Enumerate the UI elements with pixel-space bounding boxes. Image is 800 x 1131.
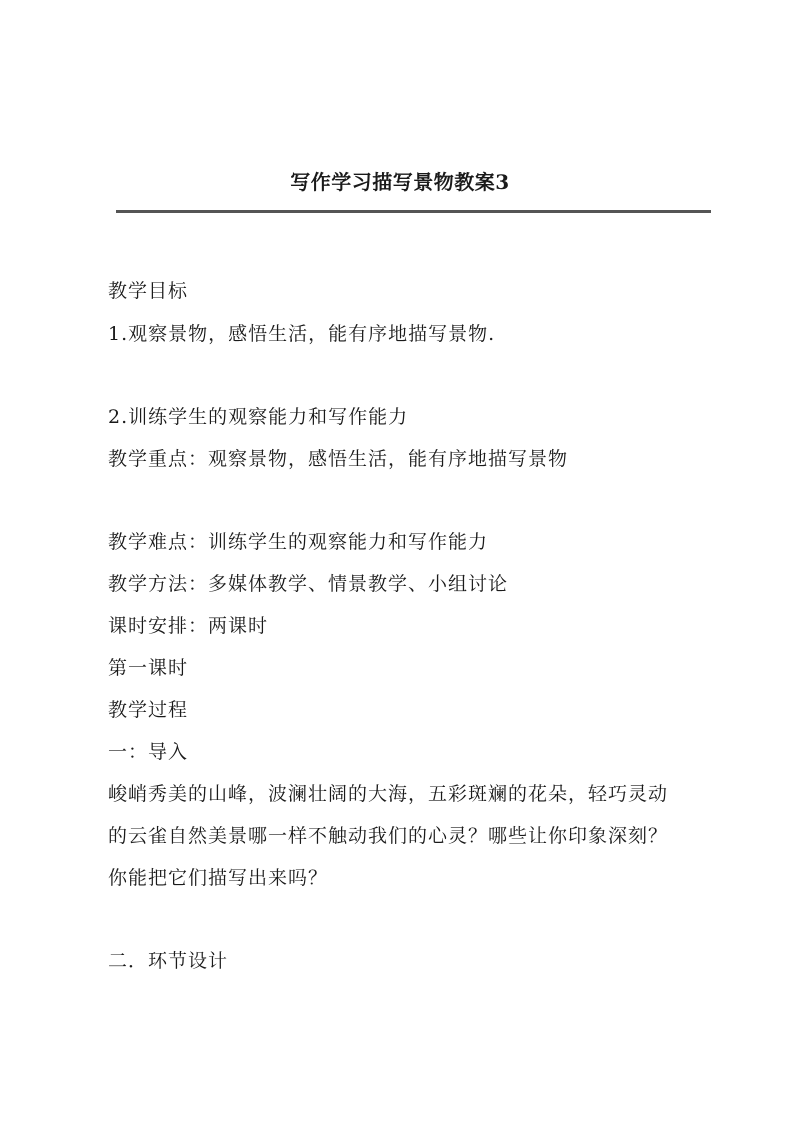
intro-paragraph-line-3: 你能把它们描写出来吗？ (108, 867, 329, 889)
teaching-difficulty: 教学难点：训练学生的观察能力和写作能力 (108, 531, 489, 553)
heading-teaching-goals: 教学目标 (108, 280, 189, 302)
section-introduction-heading: 一：导入 (108, 741, 189, 763)
section-design-heading: 二．环节设计 (108, 950, 229, 972)
intro-paragraph-line-2: 的云雀自然美景哪一样不触动我们的心灵？哪些让你印象深刻？ (108, 825, 669, 847)
teaching-focus: 教学重点：观察景物，感悟生活，能有序地描写景物 (108, 448, 569, 470)
document-title: 写作学习描写景物教案3 (290, 170, 510, 194)
title-divider (116, 210, 711, 213)
goal-item-1: 1.观察景物，感悟生活，能有序地描写景物. (108, 323, 496, 345)
class-schedule: 课时安排：两课时 (108, 615, 269, 637)
intro-paragraph-line-1: 峻峭秀美的山峰，波澜壮阔的大海，五彩斑斓的花朵，轻巧灵动 (108, 783, 669, 805)
teaching-methods: 教学方法：多媒体教学、情景教学、小组讨论 (108, 573, 509, 595)
goal-item-2: 2.训练学生的观察能力和写作能力 (108, 406, 409, 428)
teaching-process-heading: 教学过程 (108, 699, 189, 721)
first-lesson-heading: 第一课时 (108, 657, 189, 679)
